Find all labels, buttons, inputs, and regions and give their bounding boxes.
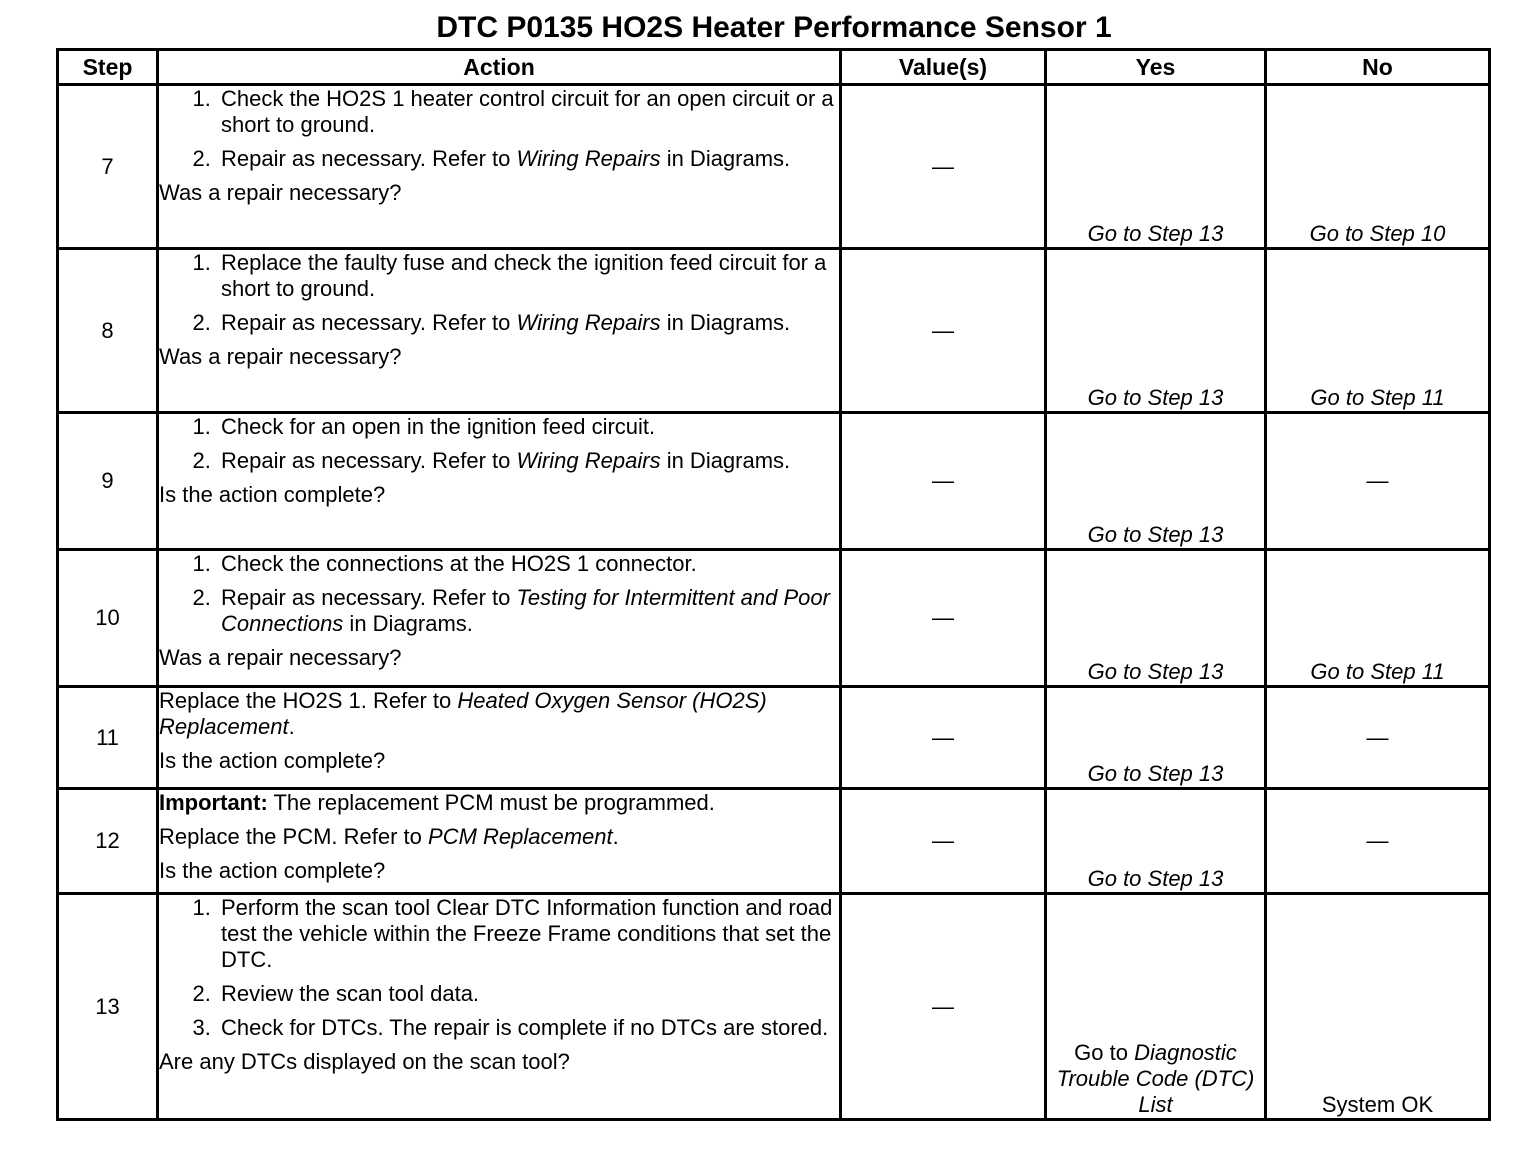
value-cell: — bbox=[841, 789, 1046, 894]
action-cell bbox=[158, 85, 841, 249]
header-action: Action bbox=[158, 50, 841, 85]
yes-result: Go to Step 13 bbox=[1046, 687, 1266, 789]
action-text: Replace the PCM. Refer to PCM Replacement. bbox=[159, 824, 619, 849]
table-row bbox=[58, 413, 1490, 550]
list-item: 2. Repair as necessary. Refer to Wiring Repairs in Diagrams. bbox=[217, 310, 839, 336]
important-note: Important: The replacement PCM must be programmed. bbox=[159, 790, 715, 815]
step-number: 12 bbox=[58, 789, 158, 894]
list-item: 1. Replace the faulty fuse and check the ignition feed circuit for a short to ground. bbox=[217, 250, 839, 302]
question-text: Is the action complete? bbox=[159, 482, 386, 507]
reference-link: Diagnostic Trouble Code (DTC) List bbox=[1056, 1040, 1255, 1117]
no-result: Go to Step 11 bbox=[1266, 550, 1490, 687]
no-result: — bbox=[1266, 687, 1490, 789]
question-text: Was a repair necessary? bbox=[159, 344, 402, 369]
header-yes: Yes bbox=[1046, 50, 1266, 85]
header-no: No bbox=[1266, 50, 1490, 85]
no-result: Go to Step 10 bbox=[1266, 85, 1490, 249]
reference-link: Heated Oxygen Sensor (HO2S) Replacement bbox=[159, 688, 767, 739]
dtc-table bbox=[56, 48, 1491, 1121]
reference-link: Testing for Intermittent and Poor Connections bbox=[221, 585, 830, 636]
no-result: System OK bbox=[1266, 894, 1490, 1120]
action-list bbox=[159, 86, 839, 172]
action-list bbox=[159, 895, 839, 1041]
reference-link: Wiring Repairs bbox=[516, 146, 661, 171]
value-cell: — bbox=[841, 687, 1046, 789]
list-item: 1. Perform the scan tool Clear DTC Information function and road test the vehicle within the Freeze Frame conditions that set the DTC. bbox=[217, 895, 839, 973]
value-cell: — bbox=[841, 894, 1046, 1120]
header-values: Value(s) bbox=[841, 50, 1046, 85]
value-cell: — bbox=[841, 413, 1046, 550]
list-item: 2. Repair as necessary. Refer to Wiring Repairs in Diagrams. bbox=[217, 448, 839, 474]
action-text: Replace the HO2S 1. Refer to Heated Oxygen Sensor (HO2S) Replacement. bbox=[159, 688, 767, 739]
action-cell bbox=[158, 894, 841, 1120]
list-item: 3. Check for DTCs. The repair is complete if no DTCs are stored. bbox=[217, 1015, 839, 1041]
reference-link: Wiring Repairs bbox=[516, 310, 661, 335]
table-row bbox=[58, 249, 1490, 413]
no-result: Go to Step 11 bbox=[1266, 249, 1490, 413]
yes-result: Go to Diagnostic Trouble Code (DTC) List bbox=[1046, 894, 1266, 1120]
question-text: Is the action complete? bbox=[159, 858, 386, 883]
step-number: 10 bbox=[58, 550, 158, 687]
value-cell: — bbox=[841, 85, 1046, 249]
table-row bbox=[58, 789, 1490, 894]
value-cell: — bbox=[841, 249, 1046, 413]
header-row bbox=[58, 50, 1490, 85]
question-text: Was a repair necessary? bbox=[159, 180, 402, 205]
question-text: Are any DTCs displayed on the scan tool? bbox=[159, 1049, 570, 1074]
step-number: 7 bbox=[58, 85, 158, 249]
step-number: 9 bbox=[58, 413, 158, 550]
list-item: 1. Check for an open in the ignition feed circuit. bbox=[217, 414, 839, 440]
table-row bbox=[58, 550, 1490, 687]
question-text: Is the action complete? bbox=[159, 748, 386, 773]
action-list bbox=[159, 551, 839, 637]
reference-link: PCM Replacement bbox=[428, 824, 613, 849]
reference-link: Wiring Repairs bbox=[516, 448, 661, 473]
yes-result: Go to Step 13 bbox=[1046, 413, 1266, 550]
yes-result: Go to Step 13 bbox=[1046, 789, 1266, 894]
yes-result: Go to Step 13 bbox=[1046, 249, 1266, 413]
table-row bbox=[58, 85, 1490, 249]
table-row bbox=[58, 687, 1490, 789]
page-title: DTC P0135 HO2S Heater Performance Sensor 1 bbox=[436, 11, 1112, 44]
action-cell bbox=[158, 413, 841, 550]
no-result: — bbox=[1266, 413, 1490, 550]
action-list bbox=[159, 250, 839, 336]
list-item: 2. Review the scan tool data. bbox=[217, 981, 839, 1007]
step-number: 11 bbox=[58, 687, 158, 789]
list-item: 1. Check the connections at the HO2S 1 connector. bbox=[217, 551, 839, 577]
step-number: 8 bbox=[58, 249, 158, 413]
list-item: 2. Repair as necessary. Refer to Testing for Intermittent and Poor Connections in Diagrams. bbox=[217, 585, 839, 637]
header-step: Step bbox=[58, 50, 158, 85]
action-list bbox=[159, 414, 839, 474]
action-cell bbox=[158, 249, 841, 413]
action-cell bbox=[158, 687, 841, 789]
yes-result: Go to Step 13 bbox=[1046, 550, 1266, 687]
list-item: 1. Check the HO2S 1 heater control circuit for an open circuit or a short to ground. bbox=[217, 86, 839, 138]
list-item: 2. Repair as necessary. Refer to Wiring Repairs in Diagrams. bbox=[217, 146, 839, 172]
table-row bbox=[58, 894, 1490, 1120]
value-cell: — bbox=[841, 550, 1046, 687]
question-text: Was a repair necessary? bbox=[159, 645, 402, 670]
no-result: — bbox=[1266, 789, 1490, 894]
step-number: 13 bbox=[58, 894, 158, 1120]
yes-result: Go to Step 13 bbox=[1046, 85, 1266, 249]
action-cell bbox=[158, 789, 841, 894]
action-cell bbox=[158, 550, 841, 687]
